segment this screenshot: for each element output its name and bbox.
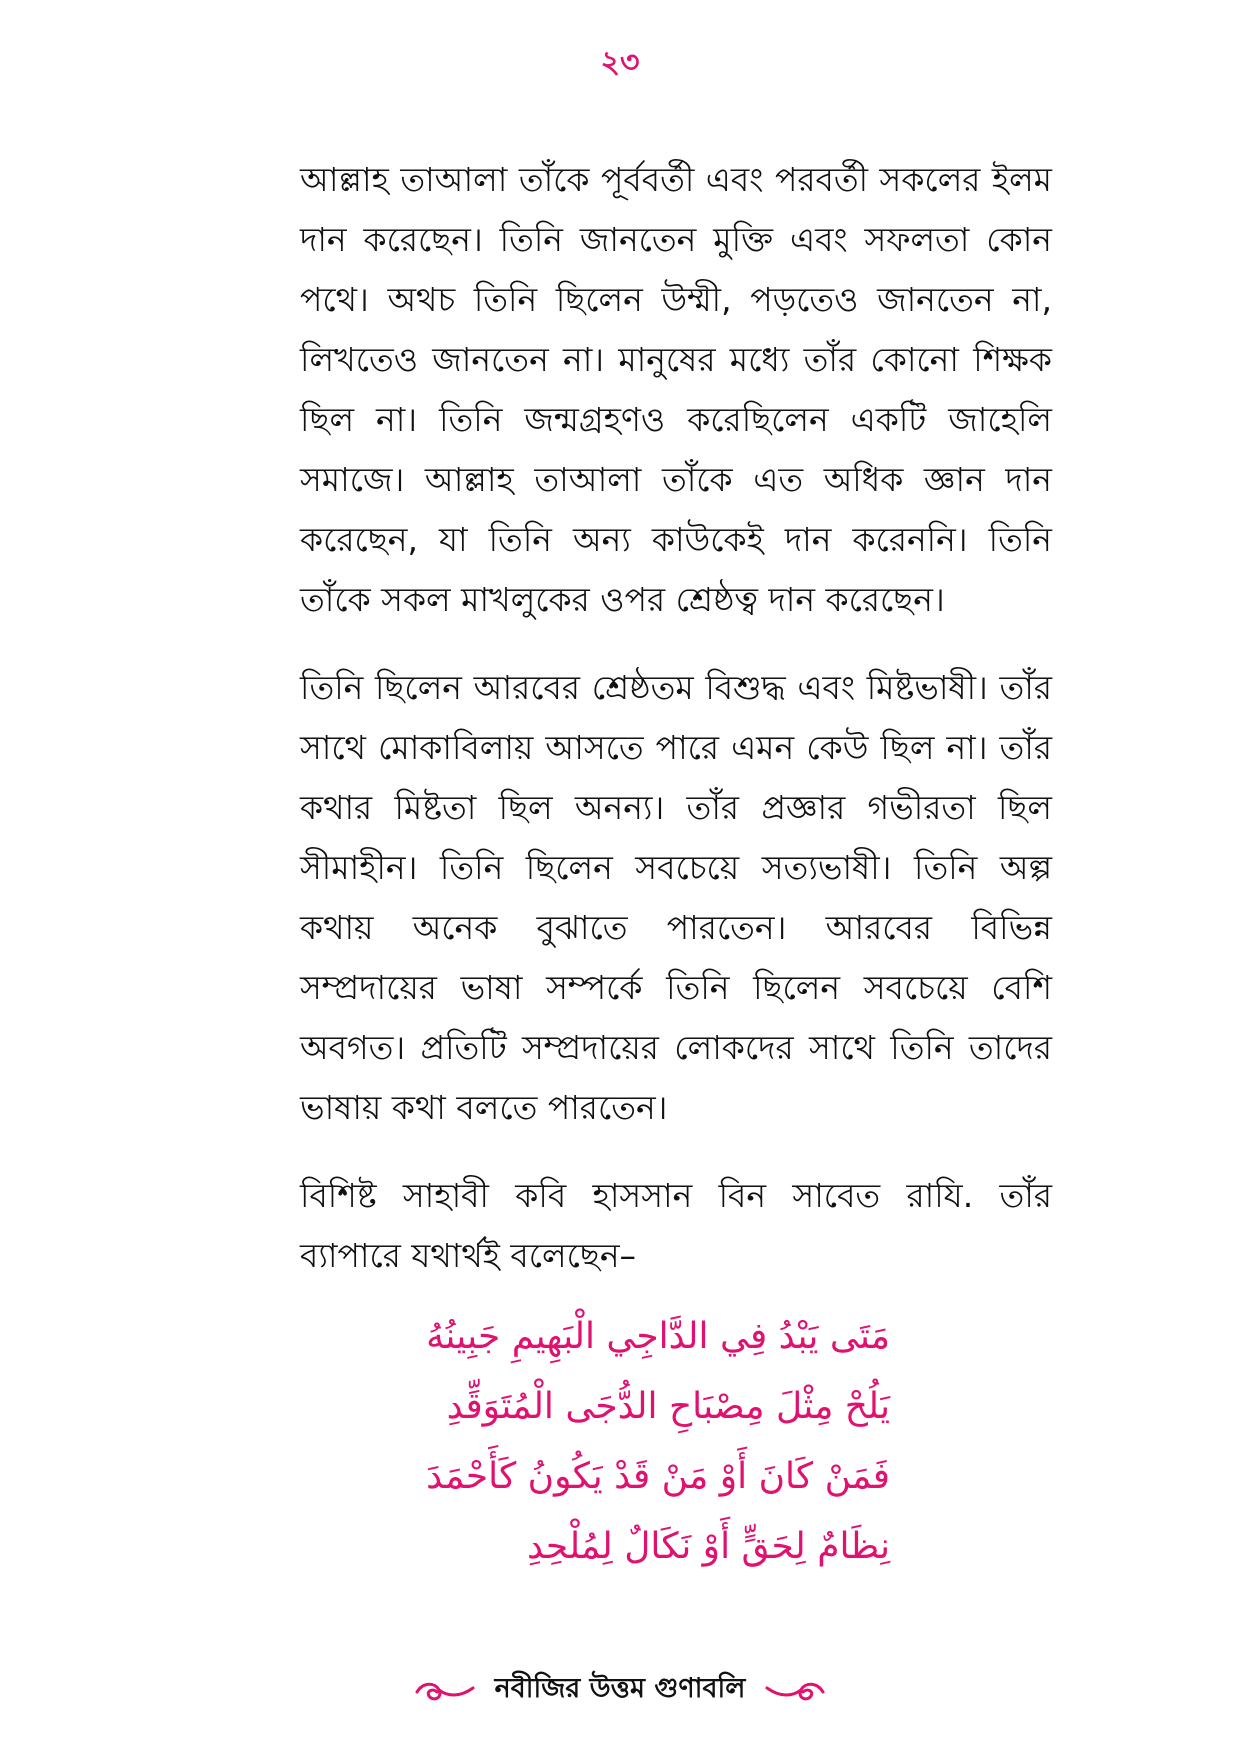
poem-line: فَمَنْ كَانَ أَوْ مَنْ قَدْ يَكُونُ كَأَحْمَدَ: [426, 1456, 890, 1497]
book-title: নবীজির উত্তম গুণাবলি: [494, 1673, 746, 1704]
paragraph-1: আল্লাহ তাআলা তাঁকে পূর্ববর্তী এবং পরবর্তী সকলের ইলম দান করেছেন। তিনি জানতেন মুক্তি এবং সফলতা কোন পথে। অথচ তিনি ছিলেন উম্মী, পড়তেও জানতেন না, লিখতেও জানতেন না। মানুষের মধ্যে তাঁর কোনো শিক্ষক ছিল না। তিনি জন্মগ্রহণও করেছিলেন একটি জাহেলি সমাজে। আল্লাহ তাআলা তাঁকে এত অধিক জ্ঞান দান করেছেন, যা তিনি অন্য কাউকেই দান করেননি। তিনি তাঁকে সকল মাখলুকের ওপর শ্রেষ্ঠত্ব দান করেছেন।: [300, 160, 1052, 619]
poem-line: نِظَامٌ لِحَقٍّ أَوْ نَكَالٌ لِمُلْحِدِ: [526, 1526, 890, 1567]
poem-line: يَلُحْ مِثْلَ مِصْبَاحِ الدُّجَى الْمُتَوَقِّدِ: [446, 1386, 890, 1427]
poem-line: مَتَى يَبْدُ فِي الدَّاجِي الْبَهِيمِ جَبِينُهُ: [426, 1316, 890, 1357]
footer: [0, 1668, 1240, 1713]
paragraph-3: বিশিষ্ট সাহাবী কবি হাসসান বিন সাবেত রাযি. তাঁর ব্যাপারে যথার্থই বলেছেন–: [300, 1176, 1052, 1275]
page-number: ২৩: [600, 45, 640, 80]
right-swirl-ornament-icon: [763, 1676, 827, 1706]
paragraph-2: তিনি ছিলেন আরবের শ্রেষ্ঠতম বিশুদ্ধ এবং মিষ্টভাষী। তাঁর সাথে মোকাবিলায় আসতে পারে এমন কেউ ছিল না। তাঁর কথার মিষ্টতা ছিল অনন্য। তাঁর প্রজ্ঞার গভীরতা ছিল সীমাহীন। তিনি ছিলেন সবচেয়ে সত্যভাষী। তিনি অল্প কথায় অনেক বুঝাতে পারতেন। আরবের বিভিন্ন সম্প্রদায়ের ভাষা সম্পর্কে তিনি ছিলেন সবচেয়ে বেশি অবগত। প্রতিটি সম্প্রদায়ের লোকদের সাথে তিনি তাদের ভাষায় কথা বলতে পারতেন।: [300, 668, 1052, 1127]
arabic-poem: [420, 1302, 890, 1582]
left-swirl-ornament-icon: [413, 1676, 477, 1706]
main-content: [300, 150, 1052, 1314]
